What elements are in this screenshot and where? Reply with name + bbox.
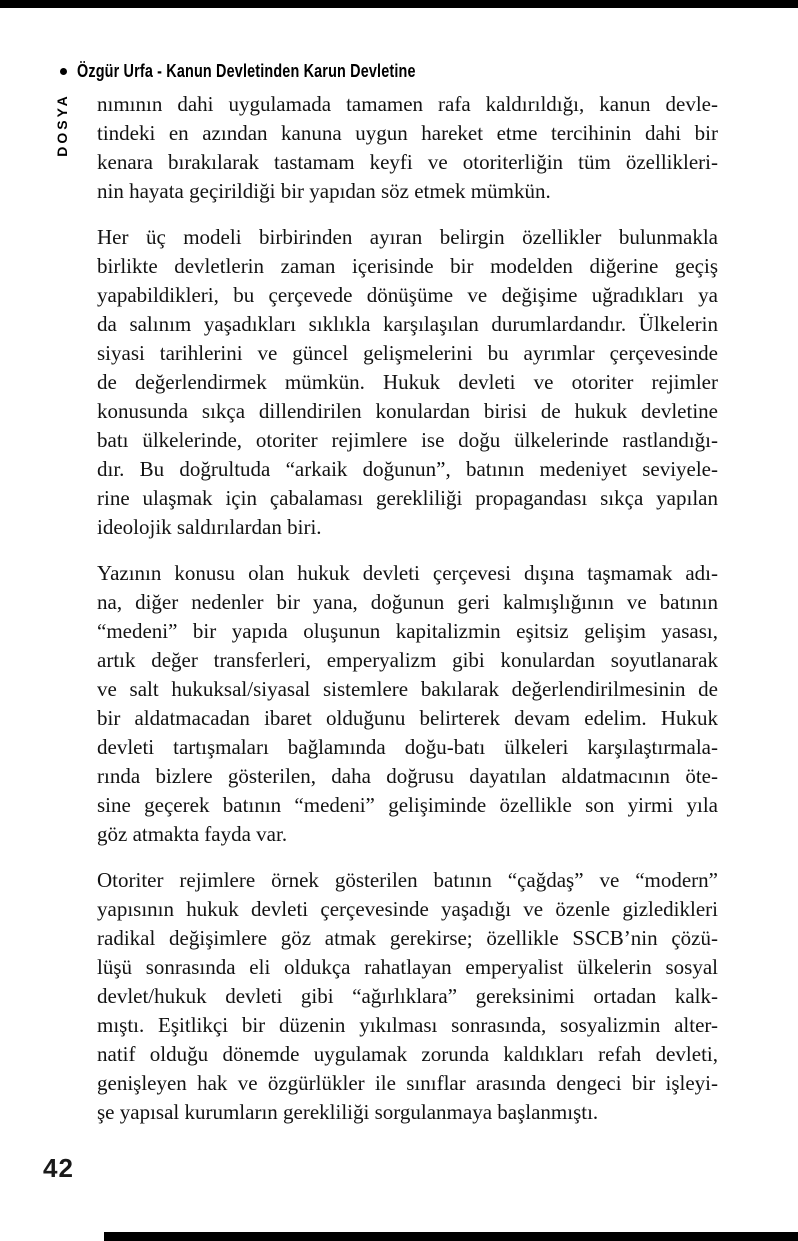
text-line: da salınım yaşadıkları sıklıkla karşılaşılan durumlardandır. Ülkelerin [97, 312, 718, 336]
text-line: ve salt hukuksal/siyasal sistemlere bakılarak değerlendirilmesinin de [97, 677, 718, 701]
text-line: devlet/hukuk devleti gibi “ağırlıklara” gereksinimi ortadan kalk- [97, 984, 718, 1008]
text-line: genişleyen hak ve özgürlükler ile sınıflar arasında dengeci bir işleyi- [97, 1071, 718, 1095]
text-line: na, diğer nedenler bir yana, doğunun geri kalmışlığının ve batının [97, 590, 718, 614]
chapter-title: Kanun Devletinden Karun Devletine [166, 61, 416, 81]
text-line: Yazının konusu olan hukuk devleti çerçevesi dışına taşmamak adı- [97, 561, 718, 585]
text-line: mıştı. Eşitlikçi bir düzenin yıkılması sonrasında, sosyalizmin alter- [97, 1013, 718, 1037]
text-line: Otoriter rejimlere örnek gösterilen batının “çağdaş” ve “modern” [97, 868, 718, 892]
paragraph [97, 90, 718, 206]
text-line: “medeni” bir yapıda oluşunun kapitalizmin eşitsiz gelişim yasası, [97, 619, 718, 643]
page-number: 42 [43, 1153, 74, 1183]
text-line: sine geçerek batının “medeni” gelişiminde özellikle son yirmi yıla [97, 793, 718, 817]
scan-edge-top [0, 0, 798, 8]
paragraph [97, 559, 718, 849]
text-line: siyasi tarihlerini ve güncel gelişmelerini bu ayrımlar çerçevesinde [97, 341, 718, 365]
paragraph [97, 866, 718, 1127]
bullet-icon [60, 68, 67, 75]
paragraph [97, 223, 718, 542]
section-label-text: DOSYA [54, 93, 70, 157]
text-line: Her üç modeli birbirinden ayıran belirgin özellikler bulunmakla [97, 225, 718, 249]
text-line: kenara bırakılarak tastamam keyfi ve otoriterliğin tüm özellikleri- [97, 150, 718, 174]
text-line: şe yapısal kurumların gerekliliği sorgulanmaya başlanmıştı. [97, 1100, 599, 1124]
text-line: batı ülkelerinde, otoriter rejimlere ise doğu ülkelerinde rastlandığı- [97, 428, 718, 452]
text-line: ideolojik saldırılardan biri. [97, 515, 322, 539]
text-line: nin hayata geçirildiği bir yapıdan söz etmek mümkün. [97, 179, 551, 203]
header-text [77, 61, 416, 82]
scan-edge-bottom [104, 1232, 798, 1241]
text-line: dır. Bu doğrultuda “arkaik doğunun”, batının medeniyet seviyele- [97, 457, 718, 481]
section-label-vertical [49, 86, 75, 164]
running-header [60, 61, 500, 82]
text-line: konusunda sıkça dillendirilen konulardan birisi de hukuk devletine [97, 399, 718, 423]
text-line: radikal değişimlere göz atmak gerekirse; özellikle SSCB’nin çözü- [97, 926, 718, 950]
text-line: artık değer transferleri, emperyalizm gibi konulardan soyutlanarak [97, 648, 718, 672]
text-line: yapısının hukuk devleti çerçevesinde yaşadığı ve özenle gizledikleri [97, 897, 718, 921]
text-line: göz atmakta fayda var. [97, 822, 288, 846]
text-line: rında bizlere gösterilen, daha doğrusu dayatılan aldatmacının öte- [97, 764, 718, 788]
text-line: nımının dahi uygulamada tamamen rafa kaldırıldığı, kanun devle- [97, 92, 718, 116]
text-line: bir aldatmacadan ibaret olduğunu belirterek devam edelim. Hukuk [97, 706, 718, 730]
text-line: birlikte devletlerin zaman içerisinde bir modelden diğerine geçiş [97, 254, 718, 278]
author-name: Özgür Urfa - [77, 61, 167, 81]
text-line: devleti tartışmaları bağlamında doğu-batı ülkeleri karşılaştırmala- [97, 735, 718, 759]
text-line: yapabildikleri, bu çerçevede dönüşüme ve değişime uğradıkları ya [97, 283, 718, 307]
text-line: rine ulaşmak için çabalaması gerekliliği propagandası sıkça yapılan [97, 486, 718, 510]
text-line: tindeki en azından kanuna uygun hareket etme tercihinin dahi bir [97, 121, 718, 145]
text-line: lüşü sonrasında eli oldukça rahatlayan emperyalist ülkelerin sosyal [97, 955, 718, 979]
text-line: de değerlendirmek mümkün. Hukuk devleti ve otoriter rejimler [97, 370, 718, 394]
text-line: natif olduğu dönemde uygulamak zorunda kaldıkları refah devleti, [97, 1042, 718, 1066]
article-body [97, 90, 718, 1127]
